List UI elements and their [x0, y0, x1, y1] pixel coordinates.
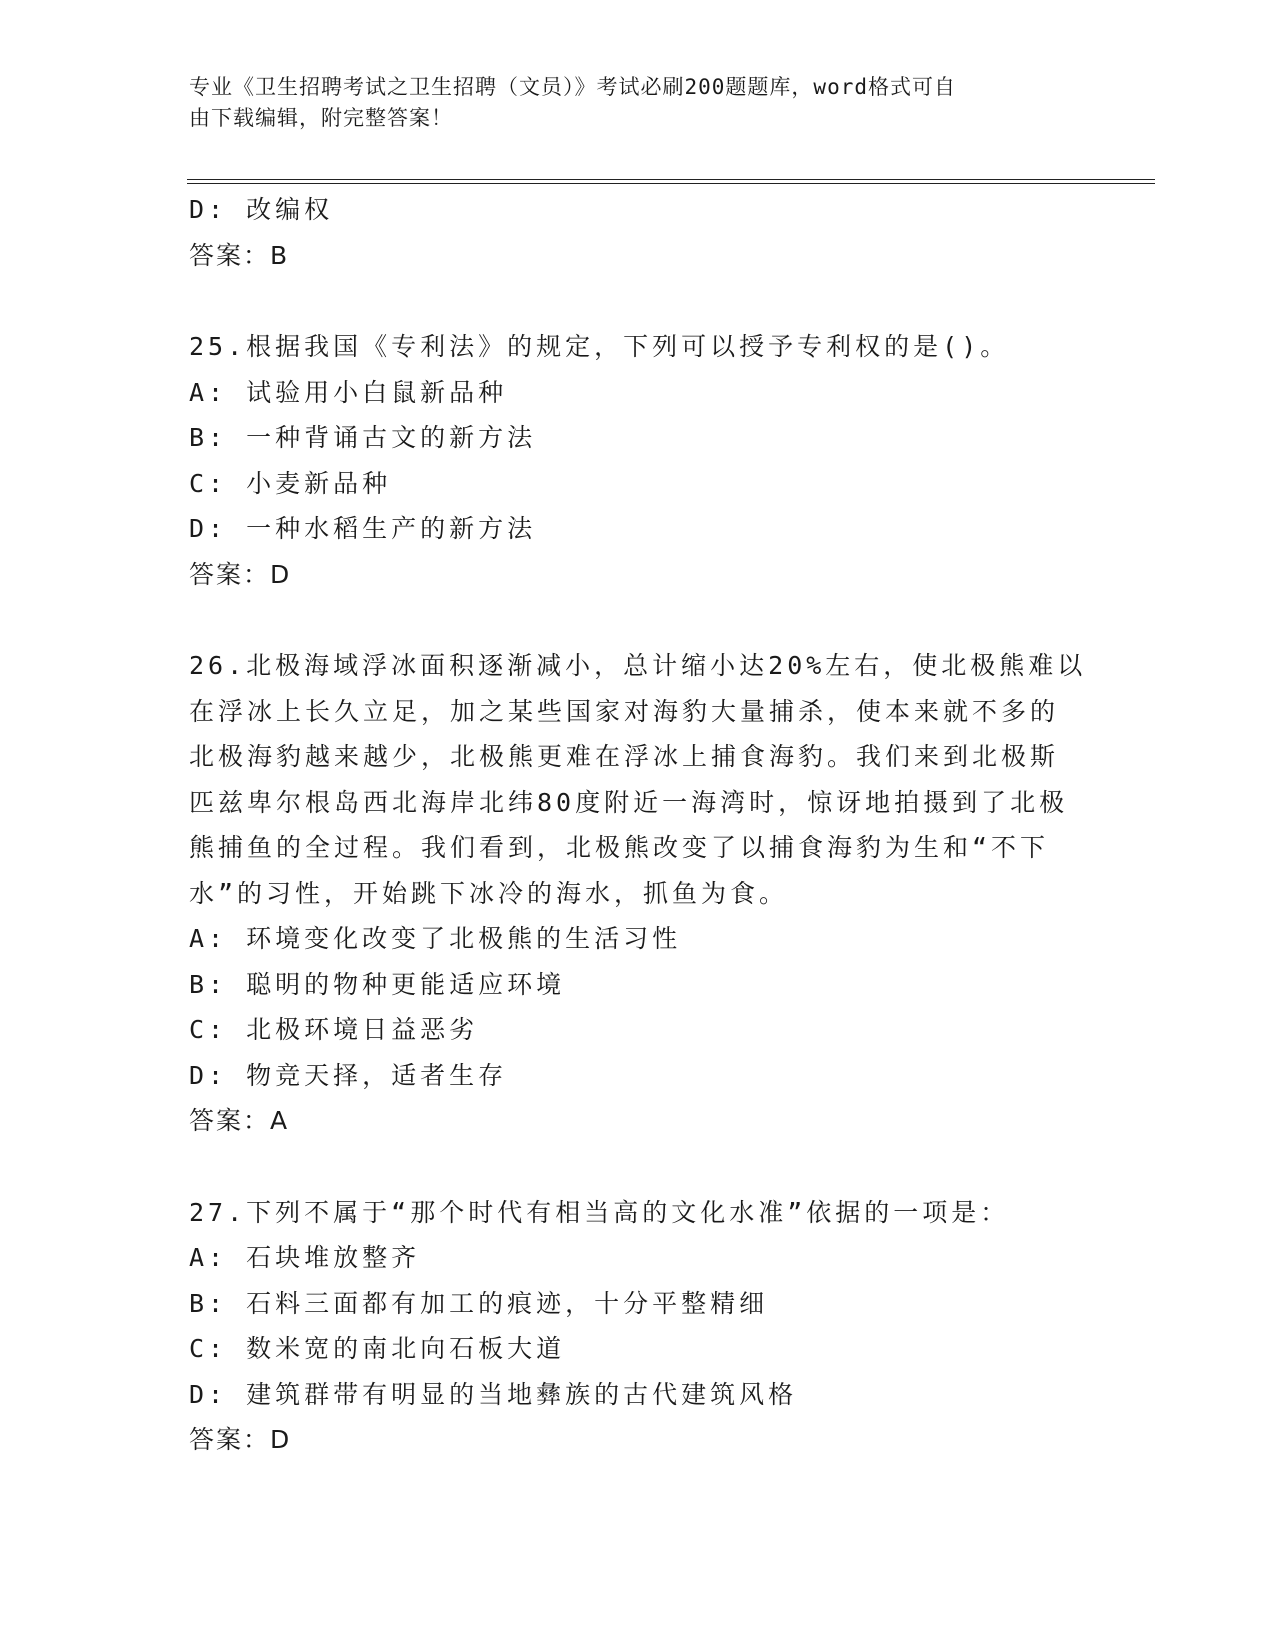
header-line-1: 专业《卫生招聘考试之卫生招聘（文员）》考试必刷200题题库，word格式可自 [189, 75, 956, 99]
question-stem-line: 水”的习性，开始跳下冰冷的海水，抓鱼为食。 [189, 878, 789, 908]
option-c: C: 数米宽的南北向石板大道 [189, 1334, 566, 1363]
option-b: B: 一种背诵古文的新方法 [189, 423, 537, 452]
option-a: A: 石块堆放整齐 [189, 1243, 421, 1272]
answer: 答案：D [189, 559, 292, 589]
question-stem-line: 匹兹卑尔根岛西北海岸北纬80度附近一海湾时，惊讶地拍摄到了北极 [189, 787, 1069, 817]
option-a: A: 试验用小白鼠新品种 [189, 377, 508, 407]
option-d: D: 一种水稻生产的新方法 [189, 514, 537, 543]
answer: 答案：A [189, 1106, 290, 1135]
question-26 [189, 643, 1089, 1144]
option-c: C: 小麦新品种 [189, 468, 392, 498]
option-b: B: 聪明的物种更能适应环境 [189, 969, 566, 999]
question-stem-line: 在浮冰上长久立足，加之某些国家对海豹大量捕杀，使本来就不多的 [189, 696, 1060, 726]
previous-question-tail [189, 187, 1089, 278]
page-header [189, 72, 1069, 134]
question-stem: 25.根据我国《专利法》的规定，下列可以授予专利权的是()。 [189, 332, 1010, 361]
answer: 答案：B [189, 240, 290, 270]
question-stem: 27.下列不属于“那个时代有相当高的文化水准”依据的一项是： [189, 1197, 1010, 1227]
answer: 答案：D [189, 1425, 292, 1454]
option-b: B: 石料三面都有加工的痕迹，十分平整精细 [189, 1288, 769, 1318]
spacer [189, 1144, 1089, 1190]
question-stem-line: 北极海豹越来越少，北极熊更难在浮冰上捕食海豹。我们来到北极斯 [189, 742, 1060, 771]
option-d: D: 建筑群带有明显的当地彝族的古代建筑风格 [189, 1379, 798, 1409]
option-c: C: 北极环境日益恶劣 [189, 1015, 479, 1044]
question-25 [189, 324, 1089, 597]
header-line-2: 由下载编辑，附完整答案！ [189, 106, 453, 130]
question-content [189, 187, 1089, 1463]
spacer [189, 278, 1089, 324]
option-d: D: 物竞天择，适者生存 [189, 1060, 508, 1090]
question-27 [189, 1190, 1089, 1463]
option-a: A: 环境变化改变了北极熊的生活习性 [189, 924, 682, 953]
question-stem-line: 熊捕鱼的全过程。我们看到，北极熊改变了以捕食海豹为生和“不下 [189, 833, 1050, 862]
spacer [189, 597, 1089, 643]
option-d: D: 改编权 [189, 195, 334, 224]
header-divider [187, 179, 1155, 184]
question-stem-line: 26.北极海域浮冰面积逐渐减小，总计缩小达20%左右，使北极熊难以 [189, 651, 1087, 680]
